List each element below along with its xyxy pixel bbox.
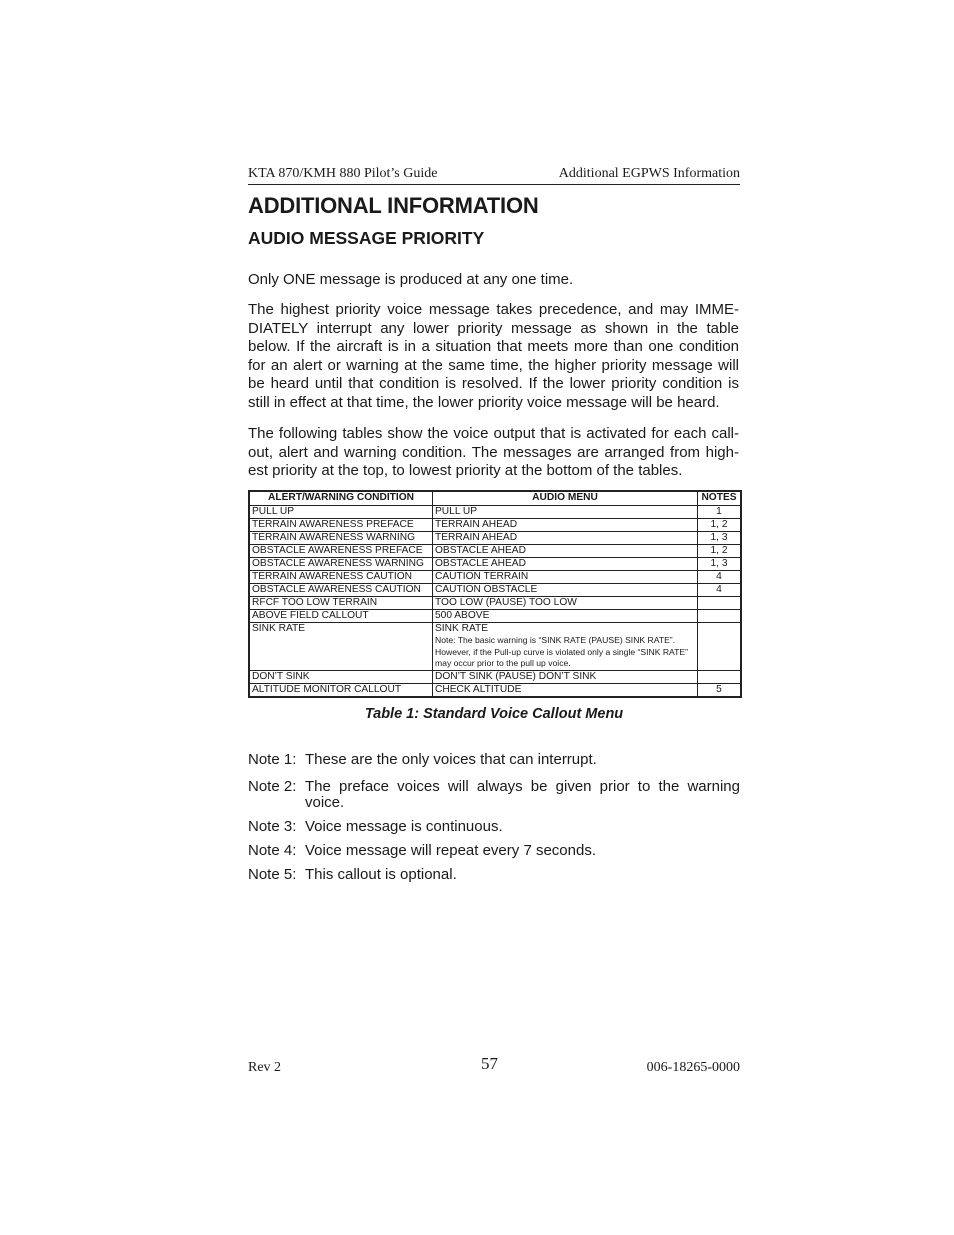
column-header-notes: NOTES <box>698 491 742 506</box>
table-row <box>249 623 741 671</box>
note-label: Note 3: <box>248 818 297 835</box>
cell-notes: 1, 3 <box>698 532 742 545</box>
cell-condition: PULL UP <box>249 506 433 519</box>
column-header-condition: ALERT/WARNING CONDITION <box>249 491 433 506</box>
table-row <box>249 532 741 545</box>
note-text: This callout is optional. <box>305 866 457 883</box>
paragraph-1: Only ONE message is produced at any one time. <box>248 271 574 288</box>
cell-condition: OBSTACLE AWARENESS PREFACE <box>249 545 433 558</box>
paragraph-3: The following tables show the voice output that is activated for each call-out, alert and warning condition. The messages are arranged from high-est priority at the top, to lowest priority at the bottom of the tables. <box>248 425 739 480</box>
cell-audio: PULL UP <box>433 506 698 519</box>
cell-audio: CAUTION TERRAIN <box>433 571 698 584</box>
cell-notes: 1, 3 <box>698 558 742 571</box>
cell-notes: 1, 2 <box>698 519 742 532</box>
note-text: Voice message will repeat every 7 seconds. <box>305 842 596 859</box>
note-label: Note 4: <box>248 842 297 859</box>
note-label: Note 2: <box>248 777 297 795</box>
table-row <box>249 610 741 623</box>
page-title: ADDITIONAL INFORMATION <box>248 193 539 218</box>
table-caption: Table 1: Standard Voice Callout Menu <box>364 706 624 722</box>
cell-audio: TERRAIN AHEAD <box>433 532 698 545</box>
table-row <box>249 670 741 683</box>
note-label: Note 1: <box>248 751 297 768</box>
header-guide-title: KTA 870/KMH 880 Pilot’s Guide <box>248 166 438 181</box>
cell-audio: OBSTACLE AHEAD <box>433 558 698 571</box>
note-label: Note 5: <box>248 866 297 883</box>
table-row <box>249 506 741 519</box>
sink-rate-note: Note: The basic warning is “SINK RATE (PAUSE) SINK RATE”. However, if the Pull-up curve is violated only a single “SINK RATE” may occur prior to the pull up voice. <box>435 635 688 668</box>
cell-condition: TERRAIN AWARENESS PREFACE <box>249 519 433 532</box>
table-row <box>249 584 741 597</box>
cell-notes: 5 <box>698 683 742 697</box>
cell-condition: OBSTACLE AWARENESS WARNING <box>249 558 433 571</box>
cell-condition: ALTITUDE MONITOR CALLOUT <box>249 683 433 697</box>
note-item <box>248 843 740 860</box>
paragraph-2: The highest priority voice message takes precedence, and may IMME-DIATELY interrupt any lower priority message as shown in the table below. If the aircraft is in a situation that meets more than one condition for an alert or warning at the same time, the higher priority message will be heard until that condition is resolved. If the lower priority condition is still in effect at that time, the lower priority voice message will be heard. <box>248 301 739 411</box>
page-footer <box>248 1054 740 1078</box>
section-heading: AUDIO MESSAGE PRIORITY <box>248 228 485 248</box>
cell-audio <box>433 623 698 671</box>
cell-audio: TERRAIN AHEAD <box>433 519 698 532</box>
cell-notes: 4 <box>698 571 742 584</box>
header-section-title: Additional EGPWS Information <box>558 166 740 181</box>
cell-audio: CHECK ALTITUDE <box>433 683 698 697</box>
table-row <box>249 597 741 610</box>
cell-condition: DON’T SINK <box>249 670 433 683</box>
cell-condition: SINK RATE <box>249 623 433 671</box>
note-text: Voice message is continuous. <box>305 818 503 835</box>
table-row <box>249 683 741 697</box>
note-text: These are the only voices that can interrupt. <box>305 751 597 768</box>
cell-notes <box>698 610 742 623</box>
page-number: 57 <box>481 1054 498 1073</box>
table-header-row <box>249 491 741 506</box>
cell-audio: DON’T SINK (PAUSE) DON’T SINK <box>433 670 698 683</box>
table-row <box>249 545 741 558</box>
cell-condition: TERRAIN AWARENESS CAUTION <box>249 571 433 584</box>
cell-notes <box>698 623 742 671</box>
table-row <box>249 519 741 532</box>
cell-audio: TOO LOW (PAUSE) TOO LOW <box>433 597 698 610</box>
note-item <box>248 867 740 884</box>
notes-list <box>248 752 740 891</box>
cell-condition: RFCF TOO LOW TERRAIN <box>249 597 433 610</box>
cell-condition: OBSTACLE AWARENESS CAUTION <box>249 584 433 597</box>
footer-document-number: 006-18265-0000 <box>646 1060 740 1075</box>
running-header <box>248 166 740 185</box>
cell-notes <box>698 670 742 683</box>
cell-notes <box>698 597 742 610</box>
note-text: The preface voices will always be given prior to the warning voice. <box>305 777 740 811</box>
note-item <box>248 779 740 812</box>
voice-callout-table <box>248 490 742 698</box>
cell-notes: 4 <box>698 584 742 597</box>
note-item <box>248 752 740 769</box>
footer-revision: Rev 2 <box>248 1060 282 1075</box>
cell-audio-text: SINK RATE <box>435 623 489 634</box>
table-row <box>249 558 741 571</box>
cell-notes: 1, 2 <box>698 545 742 558</box>
cell-audio: 500 ABOVE <box>433 610 698 623</box>
cell-condition: TERRAIN AWARENESS WARNING <box>249 532 433 545</box>
table-row <box>249 571 741 584</box>
cell-audio: CAUTION OBSTACLE <box>433 584 698 597</box>
cell-condition: ABOVE FIELD CALLOUT <box>249 610 433 623</box>
cell-audio: OBSTACLE AHEAD <box>433 545 698 558</box>
cell-notes: 1 <box>698 506 742 519</box>
column-header-audio: AUDIO MENU <box>433 491 698 506</box>
note-item <box>248 819 740 836</box>
